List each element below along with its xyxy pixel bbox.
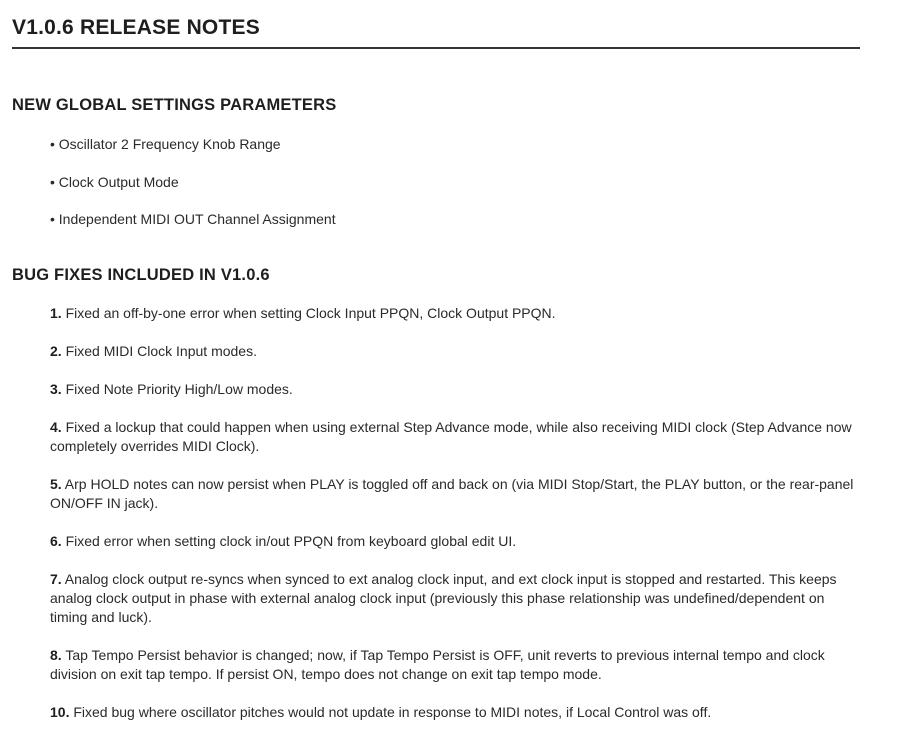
global-settings-list [12, 135, 860, 229]
fix-text: Tap Tempo Persist behavior is changed; now, if Tap Tempo Persist is OFF, unit reverts to previous internal tempo and clock division on exit tap tempo. If persist ON, tempo does not change on exit tap tempo mode. [50, 647, 825, 682]
fix-text: Fixed Note Priority High/Low modes. [61, 381, 293, 397]
bug-fixes-list [12, 304, 860, 722]
fix-text: Fixed an off-by-one error when setting Clock Input PPQN, Clock Output PPQN. [61, 305, 556, 321]
fix-number: 6. [50, 533, 62, 549]
global-settings-heading: NEW GLOBAL SETTINGS PARAMETERS [12, 96, 337, 114]
fix-number: 10. [50, 704, 70, 720]
fix-number: 4. [50, 419, 62, 435]
list-item [50, 380, 860, 399]
release-notes-page [12, 0, 860, 722]
list-item: • Oscillator 2 Frequency Knob Range [50, 136, 281, 152]
page-title: V1.0.6 RELEASE NOTES [12, 16, 260, 39]
list-item [50, 475, 860, 513]
title-divider [12, 47, 860, 49]
list-item [50, 342, 860, 361]
list-item [50, 646, 860, 684]
fix-text: Fixed a lockup that could happen when using external Step Advance mode, while also receiving MIDI clock (Step Advance now completely overrides MIDI Clock). [50, 419, 852, 454]
fix-number: 3. [50, 381, 62, 397]
fix-number: 7. [50, 571, 62, 587]
bug-fixes-heading: BUG FIXES INCLUDED IN V1.0.6 [12, 266, 270, 284]
fix-number: 5. [50, 476, 62, 492]
list-item: • Independent MIDI OUT Channel Assignment [50, 211, 336, 227]
list-item: • Clock Output Mode [50, 173, 179, 190]
fix-text: Fixed error when setting clock in/out PPQN from keyboard global edit UI. [61, 533, 517, 549]
fix-text: Fixed bug where oscillator pitches would not update in response to MIDI notes, if Local Control was off. [69, 704, 712, 720]
fix-number: 2. [50, 343, 62, 359]
fix-number: 1. [50, 305, 62, 321]
fix-text: Analog clock output re-syncs when synced to ext analog clock input, and ext clock input is stopped and restarted. This keeps analog clock output in phase with external analog clock input (previously this phase relationship was undefined/dependent on timing and luck). [50, 571, 837, 625]
list-item [50, 304, 860, 323]
fix-text: Fixed MIDI Clock Input modes. [61, 343, 257, 359]
fix-number: 8. [50, 647, 62, 663]
list-item [50, 570, 860, 627]
list-item [50, 703, 860, 722]
fix-text: Arp HOLD notes can now persist when PLAY is toggled off and back on (via MIDI Stop/Start, the PLAY button, or the rear-panel ON/OFF IN jack). [50, 476, 854, 511]
list-item [50, 532, 860, 551]
list-item [50, 418, 860, 456]
